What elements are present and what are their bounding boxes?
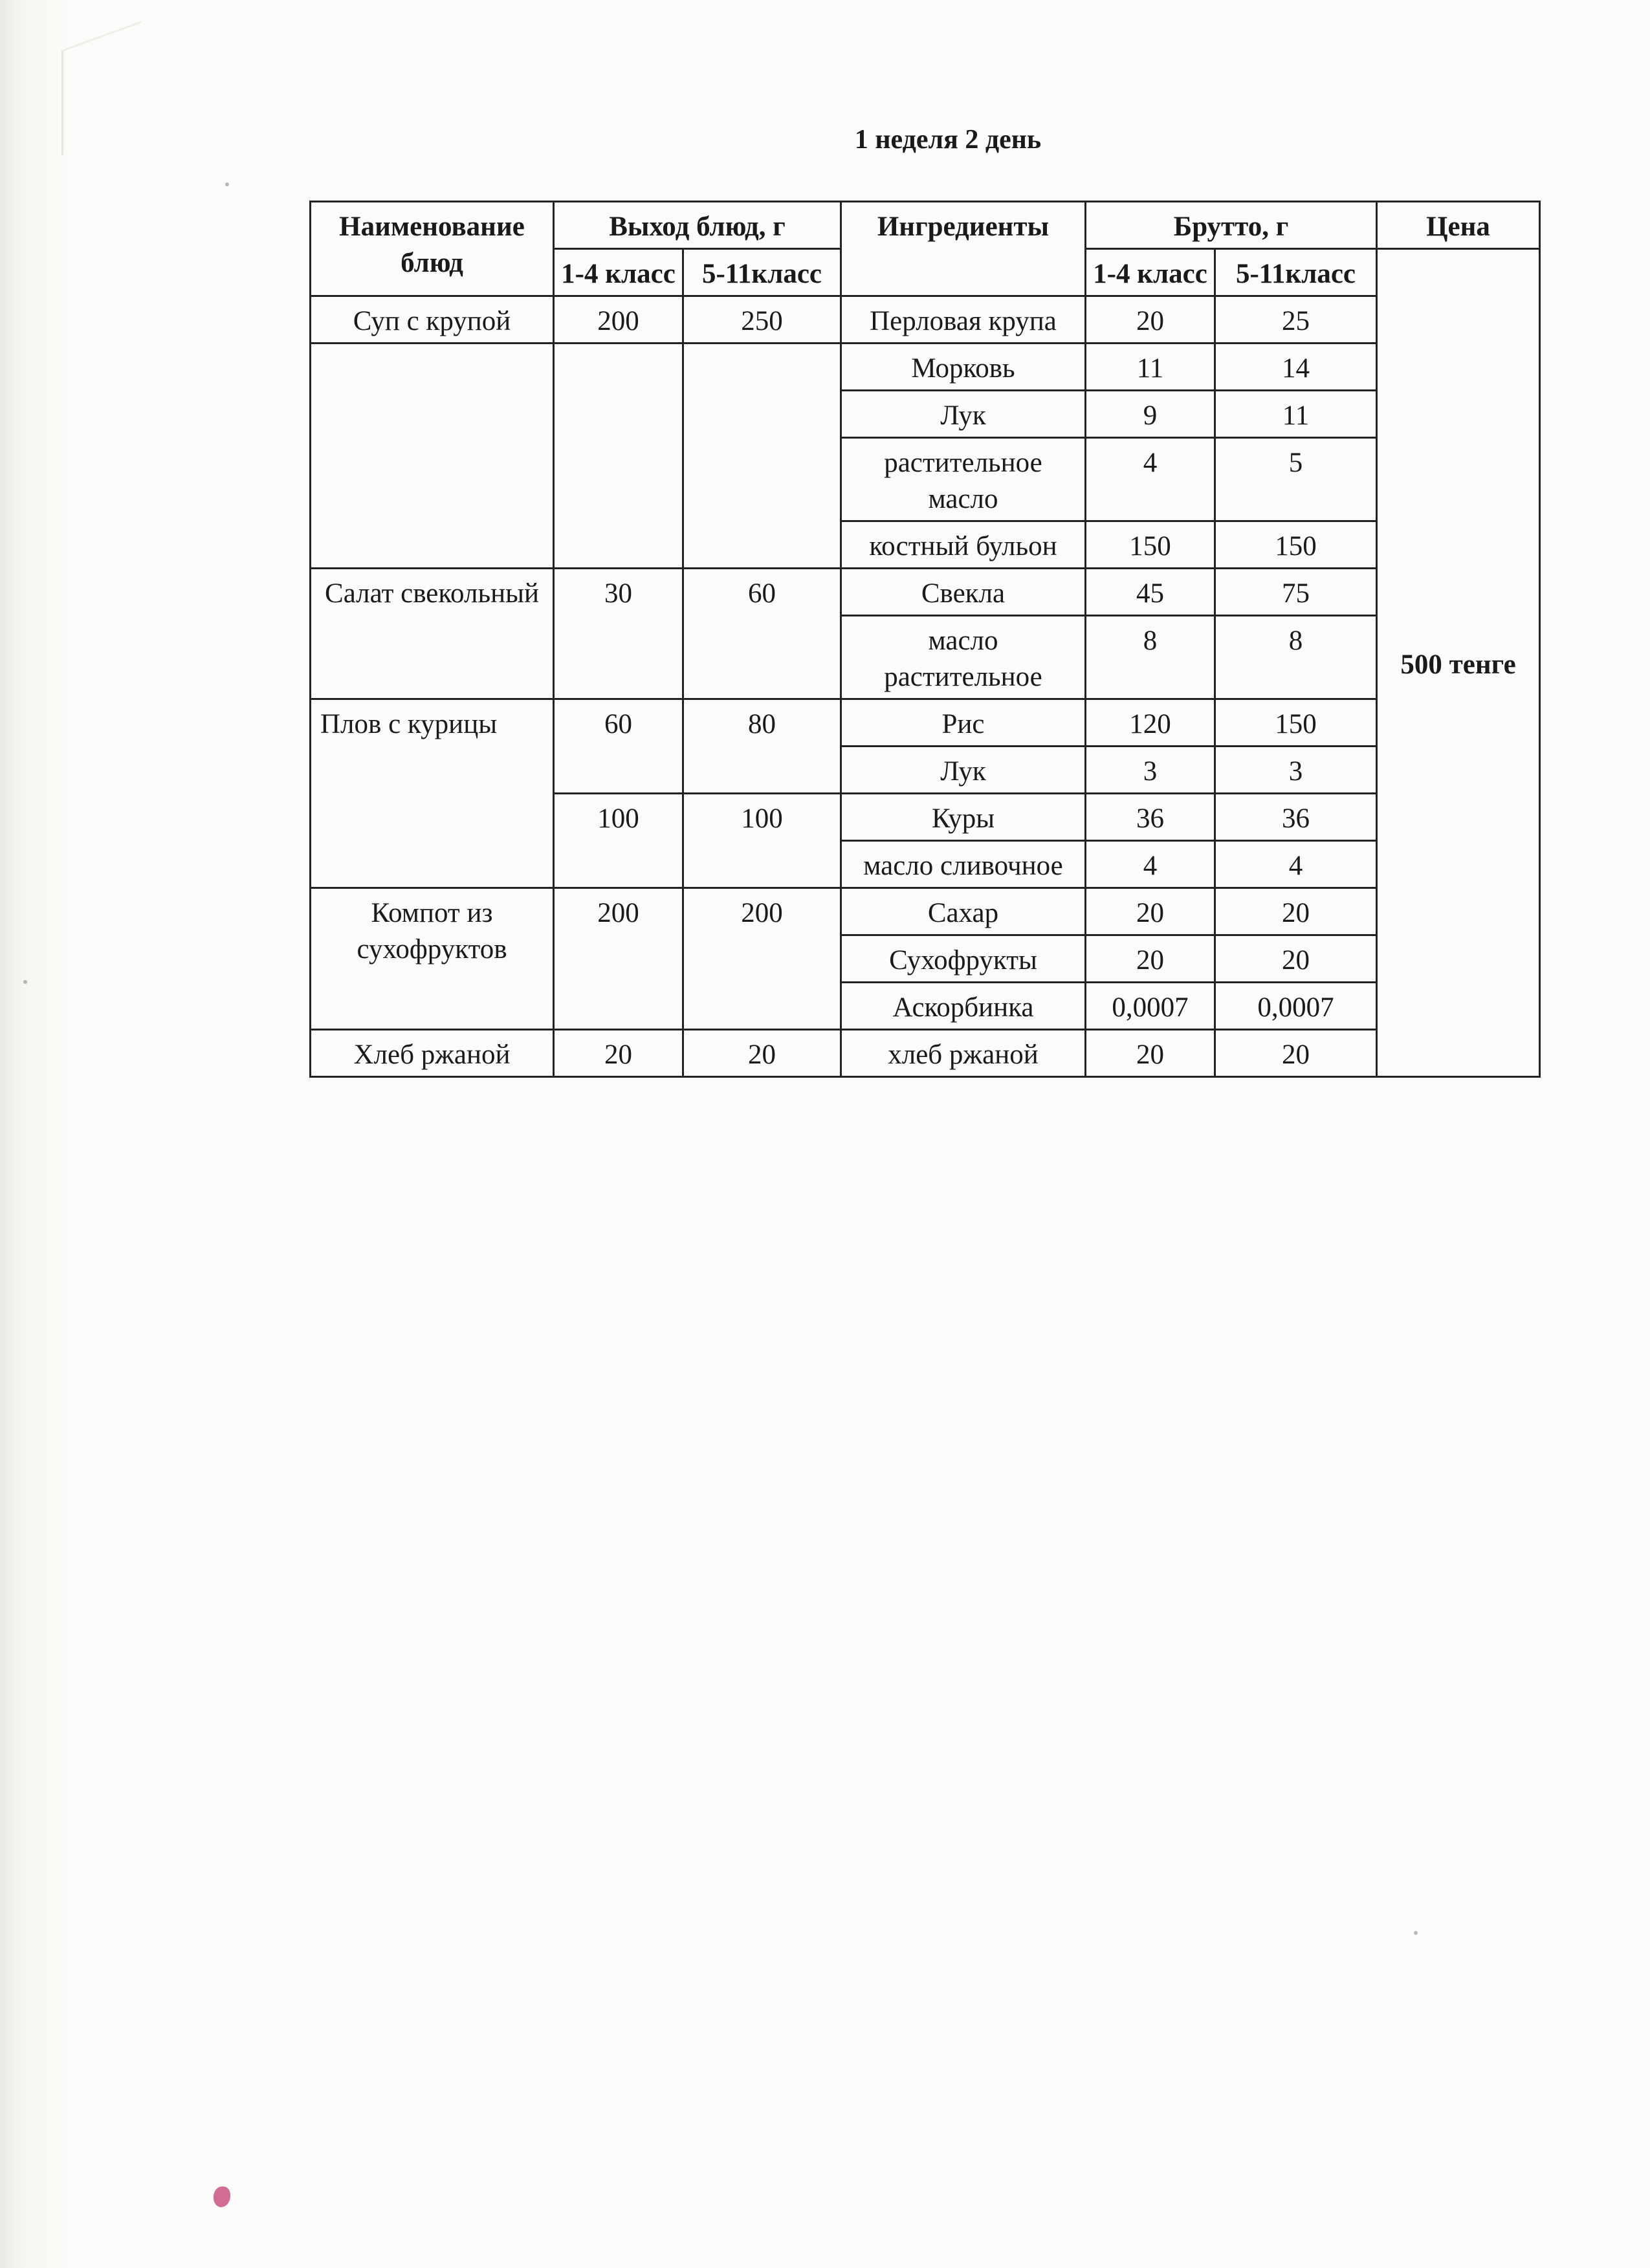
- dish-yield-1-4: 200: [554, 888, 683, 1030]
- dish-yield-5-11: 60: [683, 569, 841, 699]
- header-brutto: Брутто, г: [1086, 202, 1377, 249]
- dish-yield-1-4: 60: [554, 699, 683, 794]
- empty-cell: [683, 343, 841, 569]
- ingredient-name: хлеб ржаной: [841, 1030, 1086, 1077]
- dish-name: Плов с курицы: [311, 699, 554, 888]
- ingredient-name: Свекла: [841, 569, 1086, 616]
- ingredient-brutto-5-11: 5: [1215, 438, 1377, 521]
- table-row: [311, 888, 1540, 935]
- table-row: [311, 699, 1540, 747]
- page-title: 1 неделя 2 день: [854, 125, 1042, 155]
- header-brutto-grade-5-11: 5-11класс: [1215, 249, 1377, 296]
- menu-table: [309, 201, 1541, 1078]
- table-row: [311, 296, 1540, 343]
- header-row: [311, 202, 1540, 249]
- ingredient-brutto-1-4: 4: [1086, 841, 1215, 888]
- ingredient-brutto-1-4: 3: [1086, 747, 1215, 794]
- ingredient-brutto-5-11: 25: [1215, 296, 1377, 343]
- dish-yield-1-4: 100: [554, 794, 683, 888]
- price-cell: 500 тенге: [1377, 249, 1540, 1077]
- header-yield-grade-5-11: 5-11класс: [683, 249, 841, 296]
- ingredient-name: Аскорбинка: [841, 983, 1086, 1030]
- ingredient-brutto-5-11: 36: [1215, 794, 1377, 841]
- ingredient-brutto-1-4: 20: [1086, 1030, 1215, 1077]
- table-row: [311, 569, 1540, 616]
- ingredient-brutto-5-11: 0,0007: [1215, 983, 1377, 1030]
- ingredient-brutto-5-11: 20: [1215, 1030, 1377, 1077]
- table-row: [311, 1030, 1540, 1077]
- ingredient-name: Лук: [841, 391, 1086, 438]
- ingredient-name: Куры: [841, 794, 1086, 841]
- ingredient-brutto-1-4: 4: [1086, 438, 1215, 521]
- scan-speck: [225, 182, 229, 186]
- ingredient-brutto-1-4: 20: [1086, 935, 1215, 983]
- header-yield: Выход блюд, г: [554, 202, 841, 249]
- ingredient-brutto-1-4: 20: [1086, 296, 1215, 343]
- ingredient-brutto-5-11: 20: [1215, 935, 1377, 983]
- ingredient-brutto-5-11: 20: [1215, 888, 1377, 935]
- table-row: [311, 343, 1540, 391]
- dish-yield-5-11: 20: [683, 1030, 841, 1077]
- ingredient-brutto-5-11: 14: [1215, 343, 1377, 391]
- ingredient-name: Сахар: [841, 888, 1086, 935]
- dish-name: Хлеб ржаной: [311, 1030, 554, 1077]
- ingredient-brutto-1-4: 20: [1086, 888, 1215, 935]
- header-dish-name: Наименование блюд: [311, 202, 554, 296]
- dish-yield-5-11: 80: [683, 699, 841, 794]
- empty-cell: [311, 343, 554, 569]
- ingredient-name: Лук: [841, 747, 1086, 794]
- ingredient-brutto-5-11: 150: [1215, 521, 1377, 569]
- dish-name: Суп с крупой: [311, 296, 554, 343]
- ingredient-brutto-1-4: 120: [1086, 699, 1215, 747]
- ingredient-brutto-5-11: 4: [1215, 841, 1377, 888]
- ingredient-name: Сухофрукты: [841, 935, 1086, 983]
- ingredient-name: Рис: [841, 699, 1086, 747]
- dish-yield-1-4: 30: [554, 569, 683, 699]
- ingredient-brutto-1-4: 45: [1086, 569, 1215, 616]
- header-yield-grade-1-4: 1-4 класс: [554, 249, 683, 296]
- dish-yield-5-11: 200: [683, 888, 841, 1030]
- ingredient-brutto-1-4: 11: [1086, 343, 1215, 391]
- ingredient-brutto-5-11: 75: [1215, 569, 1377, 616]
- scan-speck: [23, 980, 27, 984]
- dish-yield-1-4: 20: [554, 1030, 683, 1077]
- dish-yield-1-4: 200: [554, 296, 683, 343]
- ingredient-brutto-1-4: 9: [1086, 391, 1215, 438]
- dish-yield-5-11: 250: [683, 296, 841, 343]
- dish-name: Салат свекольный: [311, 569, 554, 699]
- ingredient-brutto-1-4: 36: [1086, 794, 1215, 841]
- ingredient-name: растительное масло: [841, 438, 1086, 521]
- ingredient-brutto-1-4: 0,0007: [1086, 983, 1215, 1030]
- header-ingredients: Ингредиенты: [841, 202, 1086, 296]
- ingredient-name: Перловая крупа: [841, 296, 1086, 343]
- ingredient-brutto-5-11: 8: [1215, 616, 1377, 699]
- ingredient-brutto-5-11: 3: [1215, 747, 1377, 794]
- ingredient-brutto-1-4: 150: [1086, 521, 1215, 569]
- dish-yield-5-11: 100: [683, 794, 841, 888]
- ingredient-name: масло растительное: [841, 616, 1086, 699]
- ingredient-name: Морковь: [841, 343, 1086, 391]
- ingredient-brutto-1-4: 8: [1086, 616, 1215, 699]
- empty-cell: [554, 343, 683, 569]
- dish-name: Компот из сухофруктов: [311, 888, 554, 1030]
- header-brutto-grade-1-4: 1-4 класс: [1086, 249, 1215, 296]
- header-price: Цена: [1377, 202, 1540, 249]
- ingredient-name: костный бульон: [841, 521, 1086, 569]
- scan-speck: [1414, 1931, 1418, 1935]
- ingredient-brutto-5-11: 150: [1215, 699, 1377, 747]
- ingredient-brutto-5-11: 11: [1215, 391, 1377, 438]
- ingredient-name: масло сливочное: [841, 841, 1086, 888]
